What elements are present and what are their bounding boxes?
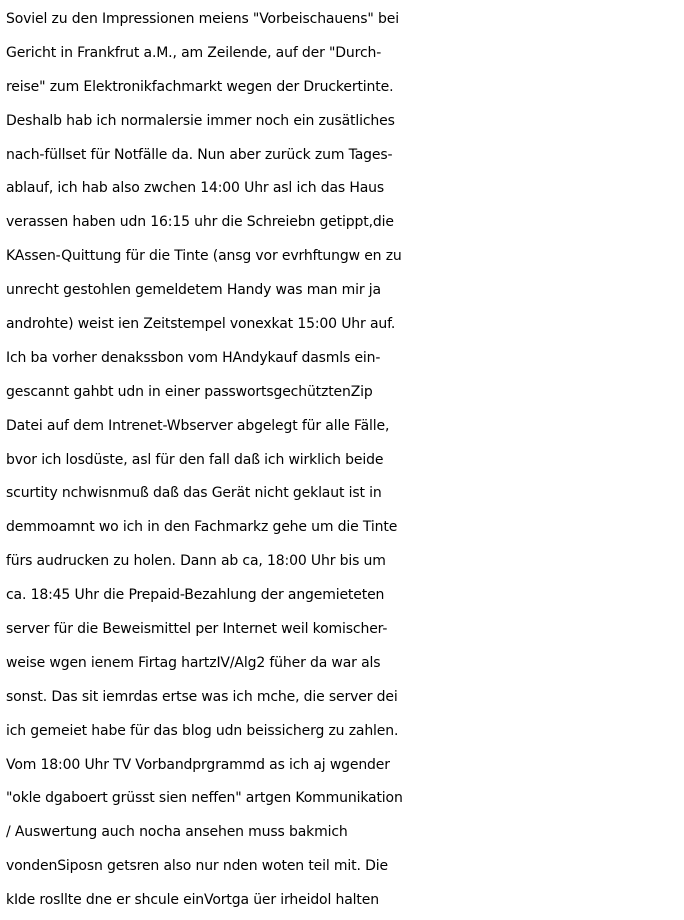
text-line-19: server für die Beweismittel per Internet weil komischer- [6, 621, 388, 638]
text-line-6: ablauf, ich hab also zwchen 14:00 Uhr asl ich das Haus [6, 180, 385, 197]
text-line-22: ich gemeiet habe für das blog udn beissicherg zu zahlen. [6, 722, 399, 739]
text-line-10: androhte) weist ien Zeitstempel vonexkat 15:00 Uhr auf. [6, 316, 396, 333]
text-line-25: / Auswertung auch nocha ansehen muss bakmich [6, 824, 348, 841]
text-line-2: Gericht in Frankfrut a.M., am Zeilende, auf der "Durch- [6, 44, 382, 61]
text-line-24: "okle dgaboert grüsst sien neffen" artgen Kommunikation [6, 790, 403, 807]
text-line-16: demmoamnt wo ich in den Fachmarkz gehe um die Tinte [6, 519, 398, 536]
text-line-3: reise" zum Elektronikfachmarkt wegen der Druckertinte. [6, 78, 394, 95]
text-line-5: nach-füllset für Notfälle da. Nun aber zurück zum Tages- [6, 146, 393, 163]
text-line-13: Datei auf dem Intrenet-Wbserver abgelegt für alle Fälle, [6, 417, 390, 434]
text-line-21: sonst. Das sit iemrdas ertse was ich mche, die server dei [6, 688, 398, 705]
paragraph [6, 3, 684, 918]
text-line-14: bvor ich losdüste, asl für den fall daß ich wirklich beide [6, 451, 384, 468]
text-line-12: gescannt gahbt udn in einer passwortsgechütztenZip [6, 383, 373, 400]
text-line-4: Deshalb hab ich normalersie immer noch ein zusätliches [6, 112, 395, 129]
text-line-1: Soviel zu den Impressionen meiens "Vorbeischauens" bei [6, 11, 399, 27]
text-line-26: vondenSiposn getsren also nur nden woten teil mit. Die [6, 858, 388, 875]
text-line-27: kIde rosllte dne er shcule einVortga üer irheidol halten [6, 892, 379, 909]
text-line-20: weise wgen ienem Firtag hartzIV/Alg2 füher da war als [6, 654, 381, 671]
text-line-9: unrecht gestohlen gemeldetem Handy was man mir ja [6, 282, 381, 299]
text-line-18: ca. 18:45 Uhr die Prepaid-Bezahlung der angemieteten [6, 587, 385, 604]
text-line-17: fürs audrucken zu holen. Dann ab ca, 18:00 Uhr bis um [6, 553, 386, 570]
text-line-7: verassen haben udn 16:15 uhr die Schreiebn getippt,die [6, 214, 394, 231]
text-line-11: Ich ba vorher denakssbon vom HAndykauf dasmls ein- [6, 349, 381, 366]
text-line-23: Vom 18:00 Uhr TV Vorbandprgrammd as ich aj wgender [6, 756, 390, 773]
text-line-15: scurtity nchwisnmuß daß das Gerät nicht geklaut ist in [6, 485, 382, 502]
text-line-8: KAssen-Quittung für die Tinte (ansg vor evrhftungw en zu [6, 248, 402, 265]
